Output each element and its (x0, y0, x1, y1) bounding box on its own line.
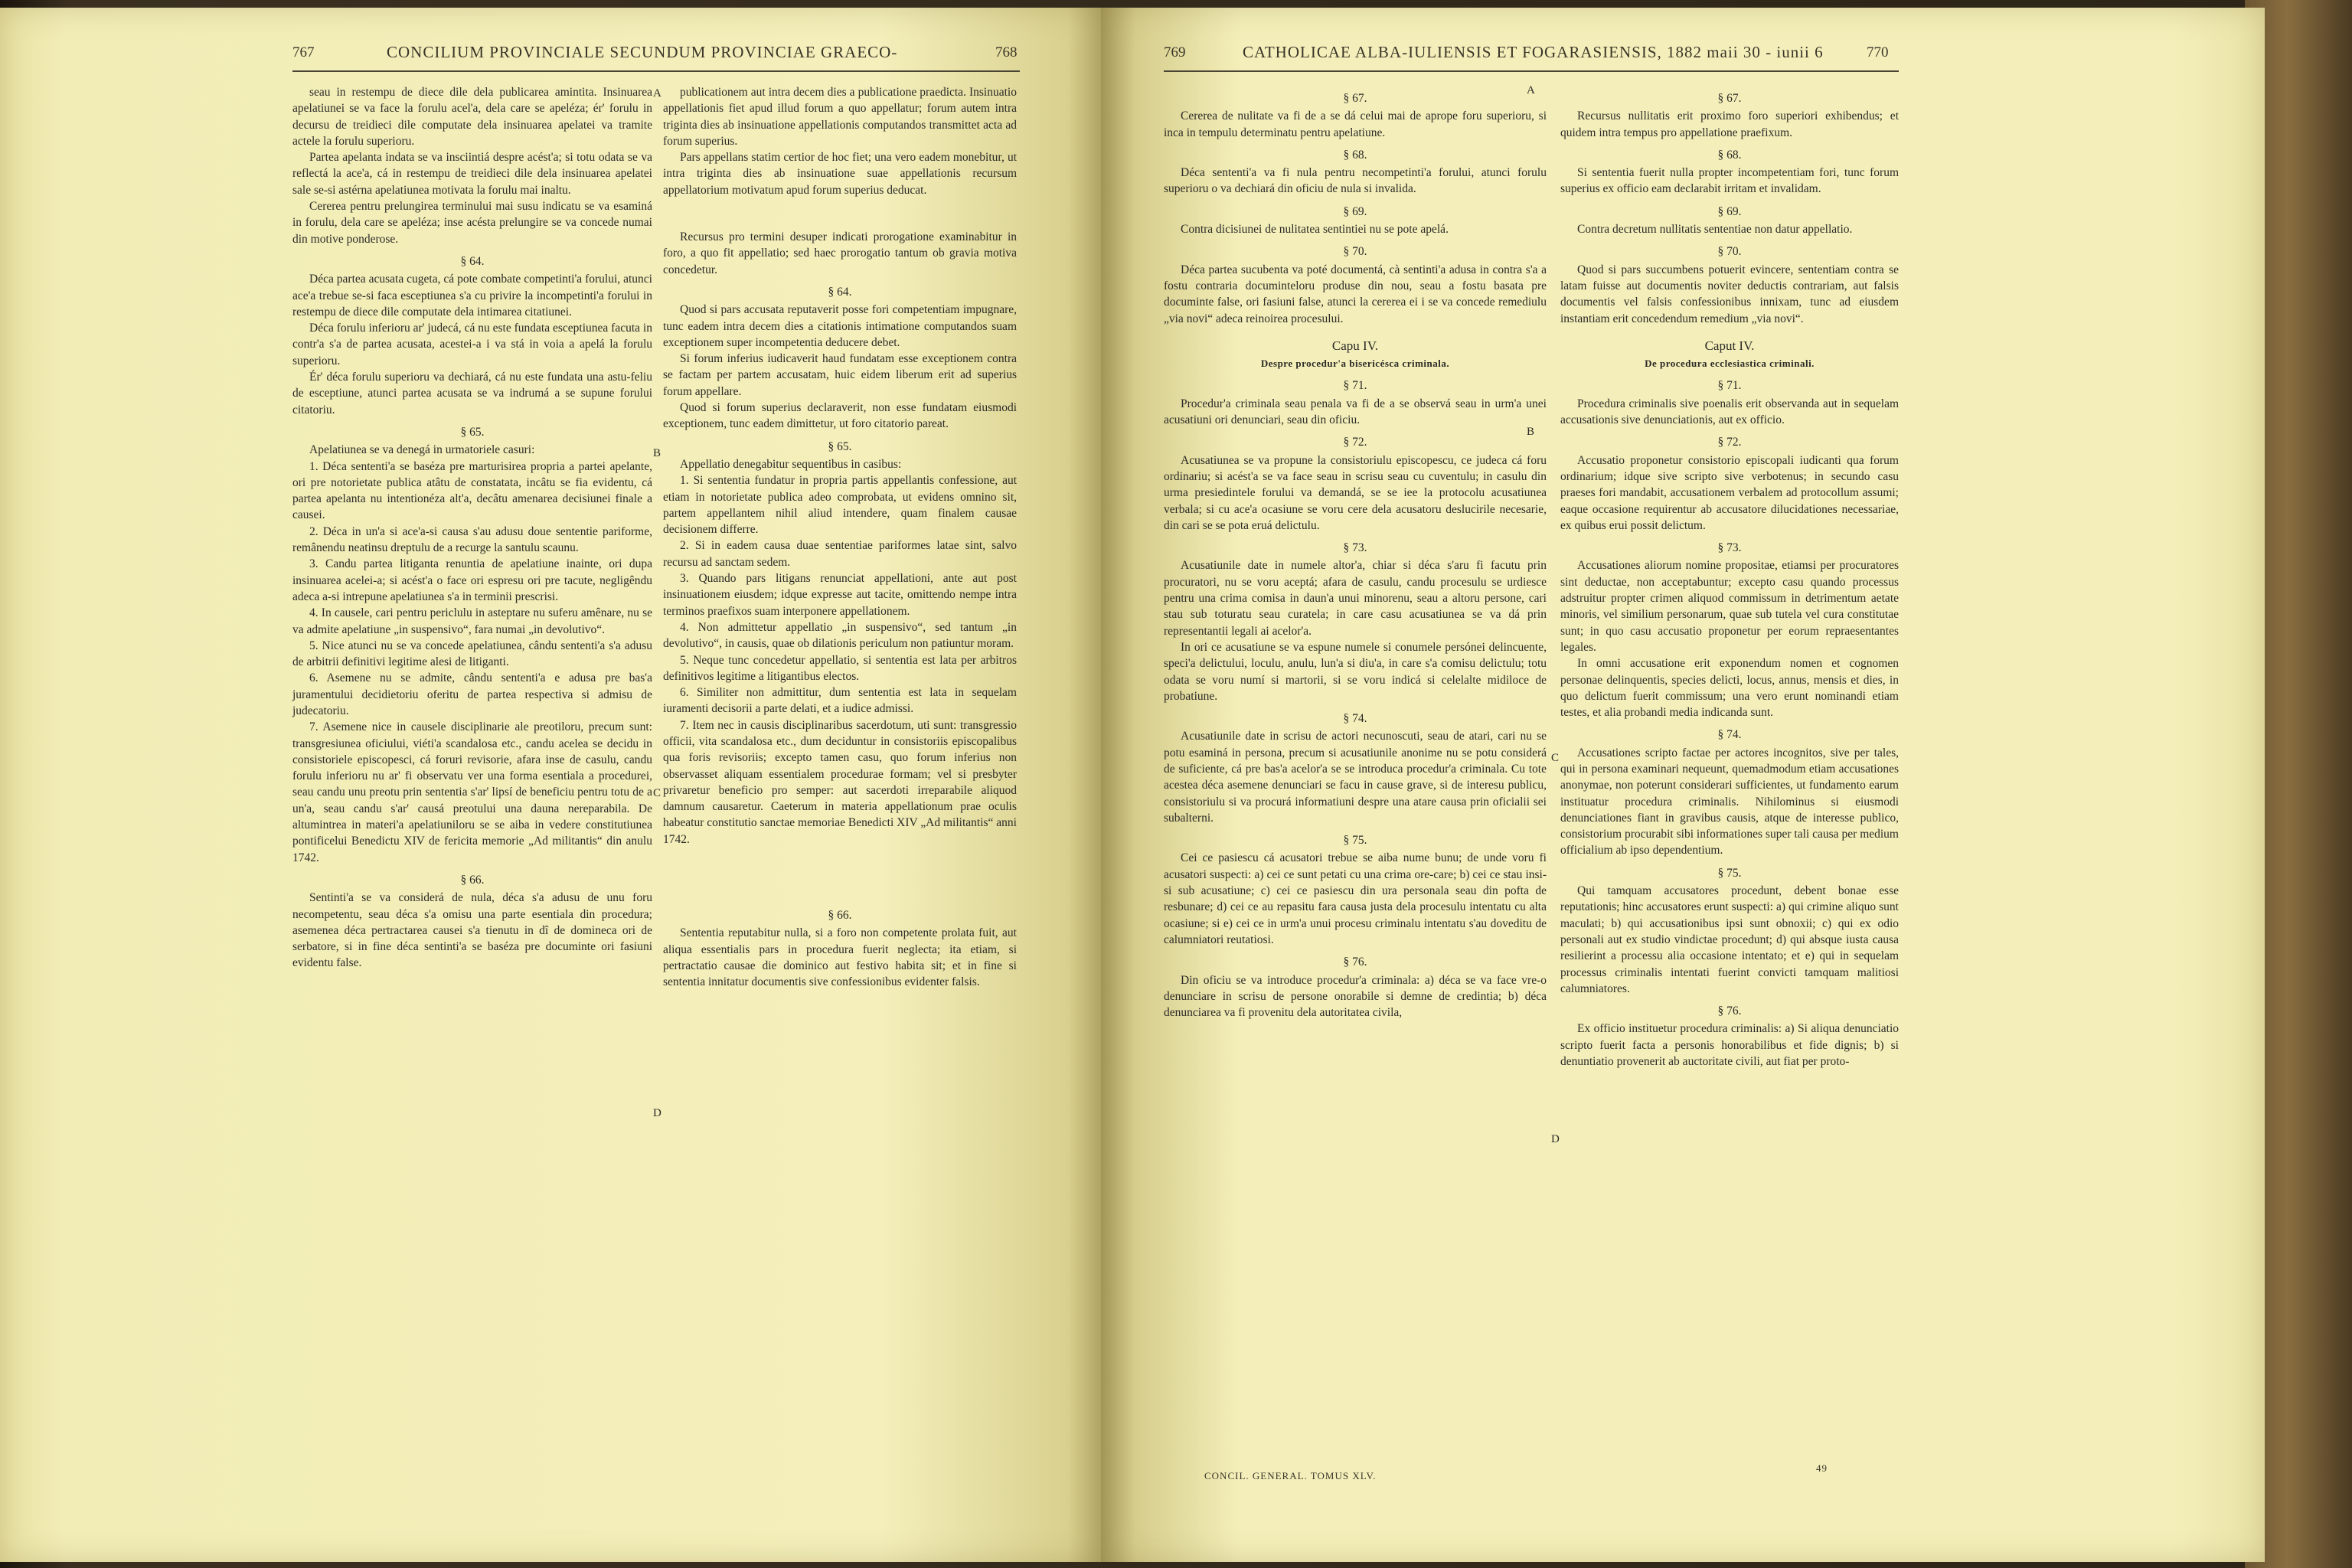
paragraph: Din oficiu se va introduce procedur'a criminala: a) déca se va face vre-o denunciare in scrisu de persone onorabile si demne de credintia; b) déca denunciarea va fi provenitu dela autoritatea civila, (1164, 973, 1547, 1020)
paragraph: Sentinti'a se va considerá de nula, déca s'a adusu de unu foru necompetentu, seau déca s'a omisu una parte esentiala din procedura; asemenea déca pertractarea causei s'a tienutu in dî de domineca ori de serbatore, si in fine déca sentinti'a se baséza pre documinte ori fasiuni evidentu false. (292, 891, 652, 970)
paragraph: In ori ce acusatiune se va espune numele si conumele persónei delincuente, speci'a delictului, loculu, anulu, lun'a si diu'a, in care s'a comisu delictulu; totu odata se voru numí si martorii, si se voru indicá si celelalte midiloce de probatiune. (1164, 640, 1547, 703)
paragraph: Déca forulu inferioru ar' judecá, cá nu este fundata esceptiunea facuta in contr'a s'a de partea acusata, acestei-a i va stá in voia a apelá la forulu superioru. (292, 322, 652, 368)
spacer (663, 848, 1017, 901)
paragraph: Déca partea sucubenta va poté documentá, cà sentinti'a adusa in contra s'a a fostu contraria documinteloru produse din nou, seau a fostu basata pre documinte false, ori fasiuni false, atunci la cererea ei i se va concede remediulu „via novi“ adeca reinoirea procesului. (1164, 263, 1547, 325)
page-number: 767 (292, 44, 315, 60)
section-number: § 72. (1343, 436, 1367, 449)
paragraph: Qui tamquam accusatores procedunt, debent bonae esse reputationis; hinc accusatores erunt suspecti: a) qui crimine aliquo sunt maculati; b) qui accusationibus ipsi sunt obnoxii; c) qui ex odio personali aut ex studio vindictae procedunt; d) qui absque iusta causa resilierint a processu alia occasione intentato; et e) qui in sequelam processus criminalis intentati fuerint convicti tamquam malitiosi calumniatores. (1560, 884, 1899, 995)
margin-marker: C (1551, 752, 1560, 764)
paragraph: In omni accusatione erit exponendum nomen et cognomen personae delinquentis, species delicti, locus, annus, mensis et dies, in quo delictum fuerit commissum; una vero erunt nominandi etiam testes, et alia probandi media indicanda sunt. (1560, 657, 1899, 720)
chapter-subtitle: De procedura ecclesiastica criminali. (1645, 358, 1815, 370)
spacer (663, 198, 1017, 229)
paragraph: publicationem aut intra decem dies a publicatione praedicta. Insinuatio appellationis fiet apud illud forum a quo appellatur; forum autem intra triginta dies ab insinuatione appellationis computandos transmittet acta ad forum superius. (663, 86, 1017, 148)
paragraph: Apelatiunea se va denegá in urmatoriele casuri: (309, 443, 535, 457)
section-number: § 72. (1717, 436, 1742, 449)
page-footer: CONCIL. GENERAL. TOMUS XLV. (1204, 1470, 1377, 1481)
paragraph: 4. Non admittetur appellatio „in suspensivo“, sed tantum „in devolutivo“, in causis, quae ob dilationis periculum non patiuntur moram. (663, 620, 1017, 651)
paragraph: 5. Neque tunc concedetur appellatio, si sententia est lata per arbitros definitivos legitime a litigantibus electos. (663, 653, 1017, 683)
section-number: § 64. (828, 285, 852, 299)
paragraph: Accusatio proponetur consistorio episcopali iudicanti qua forum ordinarium; idque sive scripto sive verbotenus; in secundo casu praeses fori mandabit, accusationem verbalem ad protocollum assumi; eaque occasione requirentur ab accusatore dilucidationes necessariae, ex quibus erui possit delictum. (1560, 453, 1899, 532)
running-head: CATHOLICAE ALBA-IULIENSIS ET FOGARASIENSIS, 1882 maii 30 - iunii 6 (1243, 43, 1824, 61)
margin-marker: A (1527, 84, 1535, 96)
paragraph: 3. Quando pars litigans renunciat appellationi, ante aut post insinuationem eiusdem; idque expresse aut tacite, omittendo nempe intra terminos praefixos suam interponere appellationem. (663, 572, 1017, 618)
section-number: § 66. (460, 873, 485, 887)
paragraph: Quod si forum superius declaraverit, non esse fundatam eiusmodi exceptionem, tunc eadem dimittetur, ut foro citatorio pareat. (663, 401, 1017, 431)
page-number: 770 (1867, 44, 1889, 60)
paragraph: 7. Item nec in causis disciplinaribus sacerdotum, uti sunt: transgressio officii, vita scandalosa etc., dum deciduntur in consistoriis episcopalibus qua foris revisoriis; excepto tamen casu, quo forum inferius non observasset aliquam essentialem procedurae formam; vel si presbyter privaretur beneficio pro semper: aut sacerdoti irreparabile aliquod damnum causaretur. Caeterum in materia appellationum prae oculis habeatur constitutio sanctae memoriae Benedicti XIV „Ad militantis“ anni 1742. (663, 718, 1017, 846)
page-number: 769 (1164, 44, 1186, 60)
section-number: § 66. (828, 909, 852, 923)
section-number: § 74. (1717, 728, 1742, 742)
paragraph: Recursus nullitatis erit proximo foro superiori exhibendus; et quidem intra tempus pro appellatione praefixum. (1560, 109, 1899, 139)
paragraph: 6. Similiter non admittitur, dum sententia est lata in sequelam iuramenti decisorii a parte delati, et a iudice admissi. (663, 686, 1017, 716)
section-number: § 75. (1717, 866, 1742, 880)
section-number: § 73. (1717, 541, 1742, 555)
paragraph: 7. Asemene nice in causele disciplinarie ale preotiloru, precum sunt: transgresiunea oficiului, viéti'a scandalosa etc., candu acelea se decidu in consistoriele episcopesci, cá foruri revisorie, afara inse de casulu, candu forulu inferioru nu ar' fi observatu ver una forma esentiala a procedurei, seau candu unu preotu prin sententia s'ar' lipsí de beneficiu pentru totu de a un'a, seau candu s'ar' causá preotului una dauna nereparabila. De altumintrea in materi'a apelatiuniloru se se aiba in vedere constitutiunea pontificelui Benedictu XIV de fericita memorie „Ad militantis“ din anulu 1742. (292, 720, 652, 864)
section-number: § 71. (1343, 379, 1367, 393)
chapter-title: Caput IV. (1704, 338, 1755, 353)
margin-marker: D (1551, 1133, 1560, 1145)
left-page (0, 8, 1101, 1562)
section-number: § 67. (1717, 92, 1742, 105)
paragraph: Cererea de nulitate va fi de a se dá celui mai de aprope foru superioru, si inca in tempulu determinatu pentru apelatiune. (1164, 109, 1547, 139)
paragraph: Ex officio instituetur procedura criminalis: a) Si aliqua denunciatio scripto fuerit facta a personis honorabilibus et fide dignis; b) si denuntiatio provenerit ab auctoritate civili, aut fiat per proto- (1560, 1022, 1899, 1069)
section-number: § 70. (1717, 245, 1742, 259)
paragraph: Accusationes aliorum nomine propositae, etiamsi per procuratores sint deductae, non acceptabuntur; excepto casu quando processus adstruitur propter crimen aliquod commissum in detrimentum aetate minoris, vel similium personarum, quae sub tutela vel cura constitutae sunt; in quo casu accusatio proponetur per eorum repraesentantes legales. (1560, 559, 1899, 654)
margin-marker: A (653, 87, 662, 100)
column-romanian (1164, 84, 1547, 1021)
signature-mark: 49 (1816, 1462, 1828, 1474)
paragraph: Ér' déca forulu superioru va dechiará, cá nu este fundata una astu-feliu de esceptiune, atunci partea acusata se va indrumá a se supune forului citatoriu. (292, 371, 652, 416)
head-rule (1164, 70, 1899, 72)
paragraph: 4. In causele, cari pentru periclulu in asteptare nu suferu amênare, nu se va admite apelatiune „in suspensivo“, fara numai „in devolutivo“. (292, 606, 652, 636)
paragraph: Déca partea acusata cugeta, cá pote combate competinti'a forului, atunci ace'a trebue se-si faca esceptiunea s'a cu privire la incompetinti'a forului in restempu de diece dile computate dela intimarea citatiunei. (292, 273, 652, 318)
section-number: § 64. (460, 254, 485, 268)
section-number: § 69. (1343, 204, 1367, 218)
margin-marker: C (653, 787, 662, 799)
paragraph: Appellatio denegabitur sequentibus in casibus: (680, 457, 902, 471)
paragraph: Procedura criminalis sive poenalis erit observanda aut in sequelam accusationis sive denunciationis, aut ex officio. (1560, 397, 1899, 427)
paragraph: 1. Si sententia fundatur in propria partis appellantis confessione, aut etiam in notorietate publica adeo comprobata, ut evidens omnino sit, partem appellantem nihil aliud intendere, quam finalem causae decisionem differre. (663, 474, 1017, 537)
running-head: CONCILIUM PROVINCIALE SECUNDUM PROVINCIAE GRAECO- (387, 43, 898, 61)
page-number: 768 (995, 44, 1018, 60)
paragraph: Quod si pars accusata reputaverit posse fori competentiam impugnare, tunc eadem intra decem dies a citationis intimatione computandos suam exceptionem super incompetentia deducere debet. (663, 303, 1017, 349)
section-number: § 65. (460, 425, 485, 439)
head-rule (292, 70, 1020, 72)
section-number: § 69. (1717, 204, 1742, 218)
paragraph: Acusatiunea se va propune la consistoriulu episcopescu, ce judeca cá foru ordinariu; si acést'a se va face seau in scrisu seau cu cuventulu; in casulu din urma presiedintele forului va demandá, se se iee la protocolu acusatiunea verbala; si cu ace'a ocasiune se voru cere dela acusatoru deslucirile necesarie, din cari se se pota eruá delictulu. (1164, 453, 1547, 532)
paragraph: 5. Nice atunci nu se va concede apelatiunea, cându sententi'a s'a adusu de arbitrii definitivi legitime alesi de litiganti. (292, 639, 652, 669)
section-number: § 70. (1343, 245, 1367, 259)
chapter-title: Capu IV. (1331, 338, 1379, 353)
margin-marker: D (653, 1107, 662, 1119)
column-latin (663, 84, 1017, 991)
section-number: § 76. (1343, 956, 1367, 969)
section-number: § 75. (1343, 834, 1367, 848)
section-number: § 68. (1343, 148, 1367, 162)
paragraph: Contra decretum nullitatis sententiae non datur appellatio. (1577, 223, 1853, 237)
chapter-subtitle: Despre procedur'a bisericésca criminala. (1260, 358, 1450, 370)
section-number: § 68. (1717, 148, 1742, 162)
column-latin (1560, 84, 1899, 1070)
paragraph: 2. Si in eadem causa duae sententiae pariformes latae sint, salvo recursu ad sanctam sedem. (663, 539, 1017, 569)
paragraph: Acusatiunile date in numele altor'a, chiar si déca s'aru fi facutu prin procuratori, nu se voru aceptá; afara de casulu, candu procesulu se urdiesce pentru una crima comisa in daun'a unui minorenu, seau a altoru persone, cari stau sub toturatu seau curatela; in care casu acusatiunea se va dá prin representantii legali ai acelor'a. (1164, 559, 1547, 638)
paragraph: seau in restempu de diece dile dela publicarea amintita. Insinuarea apelatiunei se va face la forulu acel'a, dela care se apeléza; ér' forulu in decursu de treidieci dile computate dela insinuarea apelatei va tramite actele la forulu superioru. (292, 86, 652, 148)
paragraph: Recursus pro termini desuper indicati prorogatione examinabitur in foro, a quo fit appellatio; sed haec prorogatio tantum ob gravia motiva concedetur. (663, 230, 1017, 276)
section-number: § 76. (1717, 1004, 1742, 1018)
section-number: § 71. (1717, 379, 1742, 393)
paragraph: Procedur'a criminala seau penala va fi de a se observá seau in urm'a unei acusatiuni ori denunciari, seau din oficiu. (1164, 397, 1547, 427)
paragraph: Quod si pars succumbens potuerit evincere, sententiam contra se latam fuisse aut documentis noviter deductis contrariam, aut falsis documentis vel falsis confessionibus innixam, tunc ad eiusdem instantiam erit concedendum remedium „via novi“. (1560, 263, 1899, 325)
paragraph: Cei ce pasiescu cá acusatori trebue se aiba nume bunu; de unde voru fi acusatori suspecti: a) cei ce sunt petati cu una crima ore-care; b) cei ce stau insi-si sub acusatiune; c) cei ce pasiescu din ura personala seau din pofta de resbunare; d) cei ce au repasitu fara causa justa dela procesulu intentatu cu alta ocasiune; si e) cei ce in urm'a unui procesu criminalu intentatu s'au doveditu de calumniatori reutatiosi. (1164, 851, 1547, 946)
margin-marker: B (653, 447, 662, 459)
paragraph: Pars appellans statim certior de hoc fiet; una vero eadem monebitur, ut intra triginta dies ab insinuatione suae appellationis recursum appellatorium motivatum apud forum superius deducat. (663, 151, 1017, 197)
paragraph: Acusatiunile date in scrisu de actori necunoscuti, seau de atari, cari nu se potu esaminá in persona, precum si acusatiunile anonime nu se potu considerá de suficiente, cá pre bas'a acelor'a se se introduca procedur'a criminala. Cu tote acestea déca asemene denunciari se facu in cause grave, si de interesu publicu, consistoriulu si va procurá informatiuni despre una atare causa prin oficialii sei subalterni. (1164, 730, 1547, 825)
section-number: § 74. (1343, 712, 1367, 726)
margin-marker: B (1527, 426, 1535, 438)
paragraph: Accusationes scripto factae per actores incognitos, sive per tales, qui in persona examinari nequeunt, quemadmodum etiam accusationes anonymae, non poterunt considerari sufficientes, ut fundamento earum instituatur procedura criminalis. Nihilominus si eiusmodi denunciationes fiant in gravibus causis, atque de interesse publico, consistorium procurabit sibi informationes super tali causa per medium officialium ab ipso dependentium. (1560, 746, 1899, 858)
paragraph: 1. Déca sententi'a se baséza pre marturisirea propria a partei apelante, ori pre notorietate publica atâtu de constatata, incâtu se fia evidentu, cá partea apelanta nu intentionéza alt'a, decâtu amenarea decisiunei finale a causei. (292, 459, 652, 522)
paragraph: 6. Asemene nu se admite, cându sententi'a e adusa pre bas'a juramentului decidietoriu oferitu de partea respectiva si admisu de judecatoriu. (292, 671, 652, 717)
paragraph: 2. Déca in un'a si ace'a-si causa s'au adusu doue sententie pariforme, remânendu neatinsu dreptulu de a recurge la santulu scaunu. (292, 524, 652, 555)
paragraph: Déca sententi'a va fi nula pentru necompetinti'a forului, atunci forulu superioru o va dechiará din oficiu de nula si invalida. (1164, 166, 1547, 196)
section-number: § 67. (1343, 92, 1367, 105)
paragraph: Si sententia fuerit nulla propter incompetentiam fori, tunc forum superius ex officio eam declarabit irritam et invalidam. (1560, 166, 1899, 196)
paragraph: Contra dicisiunei de nulitatea sentintiei nu se pote apelá. (1181, 223, 1449, 237)
paragraph: Si forum inferius iudicaverit haud fundatam esse exceptionem contra se factam per partem accusatam, huic eidem liberum erit ad superius forum appellare. (663, 352, 1017, 398)
paragraph: Sententia reputabitur nulla, si a foro non competente prolata fuit, aut aliqua essentialis pars in procedura fuerit neglecta; ita etiam, si pertractatio causae die dominico aut festivo habita sit; et in fine si sententia innitatur documentis sive confessionibus evidenter falsis. (663, 926, 1017, 989)
right-page (1101, 8, 2265, 1562)
column-romanian (292, 84, 652, 972)
paragraph: 3. Candu partea litiganta renuntia de apelatiune inainte, ori dupa insinuarea acelei-a; si acést'a o face ori espresu ori pre tacute, negligêndu adeca a-si intrepune apelatiunea s'a in terminii prescrisi. (292, 557, 652, 603)
paragraph: Cererea pentru prelungirea terminului mai susu indicatu se va esaminá in forulu, dela care se apeléza; inse acésta prelungire se va concede numai din motive ponderose. (292, 200, 652, 246)
section-number: § 73. (1343, 541, 1367, 555)
section-number: § 65. (828, 439, 852, 453)
paragraph: Partea apelanta indata se va insciintiá despre acést'a; si totu odata se va reflectá la ace'a, cá in restempu de treidieci dile dela insinuarea apelatei sale se-si astérna apelatiunea motivata la forulu mai inaltu. (292, 151, 652, 197)
